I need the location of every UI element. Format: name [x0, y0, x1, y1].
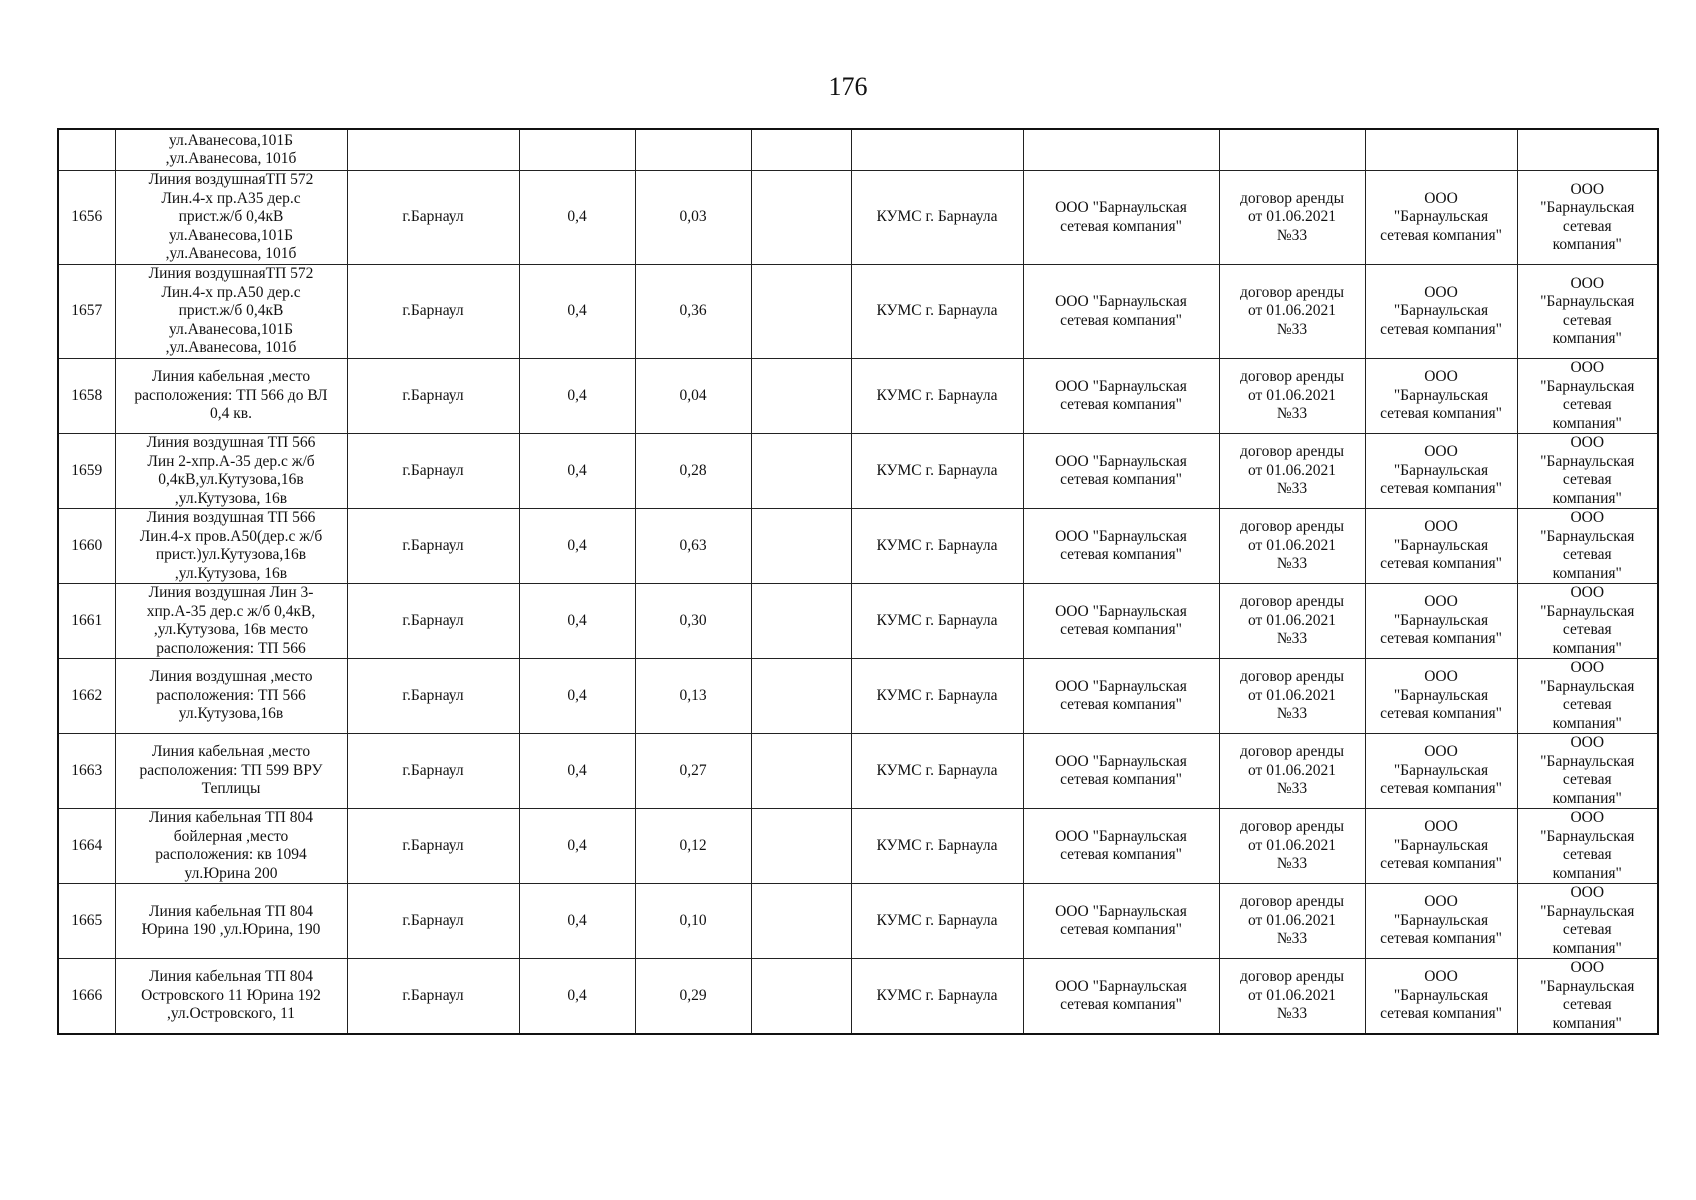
cell-description — [115, 509, 347, 584]
cell-holder-text: ООО "Барнаульская сетевая компания" — [1055, 902, 1187, 938]
cell-length — [635, 734, 751, 809]
cell-owner-text: КУМС г. Барнаула — [876, 302, 998, 320]
cell-basis — [1219, 659, 1365, 734]
cell-description — [115, 959, 347, 1035]
cell-owner — [851, 584, 1023, 659]
cell-holder-text: ООО "Барнаульская сетевая компания" — [1055, 602, 1187, 638]
cell-holder-text: ООО "Барнаульская сетевая компания" — [1055, 452, 1187, 488]
cell-holder-text: ООО "Барнаульская сетевая компания" — [1055, 827, 1187, 863]
cell-holder-text: ООО "Барнаульская сетевая компания" — [1055, 377, 1187, 413]
cell-operator — [1365, 265, 1517, 359]
cell-location-text: г.Барнаул — [402, 836, 464, 854]
cell-extra — [751, 434, 851, 509]
cell-length-text: 0,27 — [679, 761, 707, 779]
cell-operator-text: ООО "Барнаульская сетевая компания" — [1380, 743, 1502, 798]
continuation-row — [58, 129, 1658, 171]
cell-description — [115, 171, 347, 265]
cell-location — [347, 359, 519, 434]
cell-basis — [1219, 809, 1365, 884]
cell-num-text: 1662 — [71, 686, 103, 704]
cell-location — [347, 584, 519, 659]
cell-user-text: ООО "Барнаульская сетевая компания" — [1540, 274, 1635, 347]
cell-user — [1517, 884, 1658, 959]
cell-num-text: 1660 — [71, 536, 103, 554]
cell-length-text: 0,10 — [679, 911, 707, 929]
cell-operator — [1365, 734, 1517, 809]
cell-num — [58, 734, 115, 809]
cell-extra — [751, 129, 851, 171]
cell-owner — [851, 434, 1023, 509]
cell-operator — [1365, 809, 1517, 884]
cell-length-text: 0,30 — [679, 611, 707, 629]
cell-description — [115, 584, 347, 659]
cell-num-text: 1665 — [71, 911, 103, 929]
table-row — [58, 959, 1658, 1035]
cell-owner — [851, 659, 1023, 734]
cell-operator — [1365, 659, 1517, 734]
cell-holder-text: ООО "Барнаульская сетевая компания" — [1055, 977, 1187, 1013]
cell-holder — [1023, 509, 1219, 584]
cell-num — [58, 584, 115, 659]
cell-description — [115, 884, 347, 959]
cell-operator-text: ООО "Барнаульская сетевая компания" — [1380, 443, 1502, 498]
cell-voltage-text: 0,4 — [567, 386, 587, 404]
cell-voltage — [519, 129, 635, 171]
cell-basis — [1219, 509, 1365, 584]
cell-voltage — [519, 884, 635, 959]
cell-holder-text: ООО "Барнаульская сетевая компания" — [1055, 199, 1187, 235]
cell-owner-text: КУМС г. Барнаула — [876, 461, 998, 479]
cell-length — [635, 809, 751, 884]
cell-description — [115, 809, 347, 884]
cell-voltage — [519, 959, 635, 1035]
table-row — [58, 659, 1658, 734]
cell-basis-text: договор аренды от 01.06.2021 №33 — [1239, 443, 1345, 498]
cell-basis-text: договор аренды от 01.06.2021 №33 — [1239, 189, 1345, 244]
cell-num-text: 1657 — [71, 302, 103, 320]
cell-location-text: г.Барнаул — [402, 986, 464, 1004]
cell-owner — [851, 359, 1023, 434]
cell-owner — [851, 265, 1023, 359]
cell-num — [58, 509, 115, 584]
cell-operator-text: ООО "Барнаульская сетевая компания" — [1380, 593, 1502, 648]
cell-basis-text: договор аренды от 01.06.2021 №33 — [1239, 518, 1345, 573]
cell-length — [635, 509, 751, 584]
cell-user-text: ООО "Барнаульская сетевая компания" — [1540, 734, 1635, 807]
cell-operator-text: ООО "Барнаульская сетевая компания" — [1380, 668, 1502, 723]
cell-operator — [1365, 129, 1517, 171]
cell-owner-text: КУМС г. Барнаула — [876, 836, 998, 854]
cell-operator-text: ООО "Барнаульская сетевая компания" — [1380, 283, 1502, 338]
cell-holder — [1023, 584, 1219, 659]
cell-voltage-text: 0,4 — [567, 611, 587, 629]
cell-extra — [751, 584, 851, 659]
cell-num-text: 1664 — [71, 836, 103, 854]
cell-operator-text: ООО "Барнаульская сетевая компания" — [1380, 518, 1502, 573]
cell-voltage-text: 0,4 — [567, 911, 587, 929]
cell-num — [58, 171, 115, 265]
table-row — [58, 434, 1658, 509]
cell-description-text: Линия воздушная Лин 3- хпр.А-35 дер.с ж/б 0,4кВ, ,ул.Кутузова, 16в место расположения: ТП 566 — [146, 584, 316, 657]
cell-location — [347, 129, 519, 171]
cell-description-text: Линия воздушнаяТП 572 Лин.4-х пр.А35 дер.с прист.ж/б 0,4кВ ул.Аванесова,101Б ,ул.Аванесова, 101б — [148, 171, 314, 263]
cell-length — [635, 584, 751, 659]
cell-description: ул.Аванесова,101Б ,ул.Аванесова, 101б — [115, 129, 347, 171]
cell-owner — [851, 509, 1023, 584]
cell-user — [1517, 434, 1658, 509]
cell-length — [635, 659, 751, 734]
cell-owner-text: КУМС г. Барнаула — [876, 208, 998, 226]
cell-operator — [1365, 171, 1517, 265]
cell-num-text: 1663 — [71, 761, 103, 779]
cell-num — [58, 809, 115, 884]
cell-basis-text: договор аренды от 01.06.2021 №33 — [1239, 818, 1345, 873]
cell-location-text: г.Барнаул — [402, 536, 464, 554]
cell-operator — [1365, 509, 1517, 584]
cell-num — [58, 434, 115, 509]
cell-description — [115, 434, 347, 509]
cell-user — [1517, 959, 1658, 1035]
cell-num — [58, 884, 115, 959]
cell-description — [115, 734, 347, 809]
cell-basis — [1219, 359, 1365, 434]
cell-operator-text: ООО "Барнаульская сетевая компания" — [1380, 893, 1502, 948]
cell-basis-text: договор аренды от 01.06.2021 №33 — [1239, 368, 1345, 423]
cell-user — [1517, 584, 1658, 659]
cell-location-text: г.Барнаул — [402, 386, 464, 404]
cell-extra — [751, 359, 851, 434]
cell-basis — [1219, 129, 1365, 171]
cell-holder — [1023, 884, 1219, 959]
cell-location — [347, 659, 519, 734]
cell-basis — [1219, 434, 1365, 509]
cell-operator — [1365, 434, 1517, 509]
cell-location — [347, 171, 519, 265]
cell-owner-text: КУМС г. Барнаула — [876, 911, 998, 929]
cell-num — [58, 959, 115, 1035]
cell-location — [347, 884, 519, 959]
cell-voltage-text: 0,4 — [567, 536, 587, 554]
cell-description-text: Линия воздушная ,место расположения: ТП 566 ул.Кутузова,16в — [149, 668, 313, 723]
cell-location-text: г.Барнаул — [402, 761, 464, 779]
cell-description-text: Линия воздушнаяТП 572 Лин.4-х пр.А50 дер.с прист.ж/б 0,4кВ ул.Аванесова,101Б ,ул.Аванесова, 101б — [148, 265, 314, 357]
cell-voltage — [519, 509, 635, 584]
cell-extra — [751, 659, 851, 734]
cell-description-text: Линия кабельная ,место расположения: ТП 599 ВРУ Теплицы — [139, 743, 323, 798]
cell-extra — [751, 959, 851, 1035]
cell-basis — [1219, 265, 1365, 359]
table-row — [58, 809, 1658, 884]
cell-holder — [1023, 809, 1219, 884]
cell-location — [347, 509, 519, 584]
cell-holder-text: ООО "Барнаульская сетевая компания" — [1055, 527, 1187, 563]
cell-location — [347, 734, 519, 809]
cell-holder-text: ООО "Барнаульская сетевая компания" — [1055, 677, 1187, 713]
cell-length-text: 0,28 — [679, 461, 707, 479]
cell-user-text: ООО "Барнаульская сетевая компания" — [1540, 959, 1635, 1032]
cell-voltage-text: 0,4 — [567, 761, 587, 779]
cell-location — [347, 434, 519, 509]
cell-length — [635, 171, 751, 265]
cell-owner — [851, 959, 1023, 1035]
cell-voltage — [519, 659, 635, 734]
cell-operator-text: ООО "Барнаульская сетевая компания" — [1380, 818, 1502, 873]
cell-voltage-text: 0,4 — [567, 461, 587, 479]
cell-holder-text: ООО "Барнаульская сетевая компания" — [1055, 752, 1187, 788]
cell-holder — [1023, 171, 1219, 265]
cell-user-text: ООО "Барнаульская сетевая компания" — [1540, 180, 1635, 253]
cell-basis — [1219, 584, 1365, 659]
cell-user-text: ООО "Барнаульская сетевая компания" — [1540, 434, 1635, 507]
cell-description-text: Линия кабельная ТП 804 Островского 11 Юрина 192 ,ул.Островского, 11 — [141, 968, 321, 1023]
table-row — [58, 884, 1658, 959]
cell-user-text: ООО "Барнаульская сетевая компания" — [1540, 659, 1635, 732]
cell-num — [58, 129, 115, 171]
cell-holder-text: ООО "Барнаульская сетевая компания" — [1055, 293, 1187, 329]
cell-operator-text: ООО "Барнаульская сетевая компания" — [1380, 968, 1502, 1023]
cell-basis-text: договор аренды от 01.06.2021 №33 — [1239, 283, 1345, 338]
cell-owner-text: КУМС г. Барнаула — [876, 536, 998, 554]
cell-user — [1517, 809, 1658, 884]
table-row — [58, 734, 1658, 809]
cell-holder — [1023, 359, 1219, 434]
cell-location — [347, 809, 519, 884]
cell-user-text: ООО "Барнаульская сетевая компания" — [1540, 809, 1635, 882]
cell-extra — [751, 509, 851, 584]
cell-length-text: 0,04 — [679, 386, 707, 404]
cell-location-text: г.Барнаул — [402, 208, 464, 226]
cell-voltage — [519, 265, 635, 359]
cell-length — [635, 959, 751, 1035]
cell-basis-text: договор аренды от 01.06.2021 №33 — [1239, 593, 1345, 648]
cell-description — [115, 659, 347, 734]
table-row — [58, 509, 1658, 584]
cell-description-text: Линия воздушная ТП 566 Лин.4-х пров.А50(дер.с ж/б прист.)ул.Кутузова,16в ,ул.Кутузова, 16в — [139, 509, 323, 582]
cell-operator — [1365, 884, 1517, 959]
cell-holder — [1023, 659, 1219, 734]
cell-basis — [1219, 959, 1365, 1035]
cell-voltage-text: 0,4 — [567, 686, 587, 704]
cell-basis — [1219, 734, 1365, 809]
cell-owner-text: КУМС г. Барнаула — [876, 986, 998, 1004]
table-row — [58, 171, 1658, 265]
cell-basis — [1219, 171, 1365, 265]
cell-voltage — [519, 584, 635, 659]
cell-extra — [751, 265, 851, 359]
cell-location-text: г.Барнаул — [402, 611, 464, 629]
cell-location-text: г.Барнаул — [402, 302, 464, 320]
cell-basis-text: договор аренды от 01.06.2021 №33 — [1239, 668, 1345, 723]
cell-voltage — [519, 434, 635, 509]
cell-owner — [851, 129, 1023, 171]
cell-voltage-text: 0,4 — [567, 986, 587, 1004]
cell-basis-text: договор аренды от 01.06.2021 №33 — [1239, 743, 1345, 798]
cell-num — [58, 265, 115, 359]
cell-description — [115, 359, 347, 434]
cell-extra — [751, 809, 851, 884]
cell-length — [635, 359, 751, 434]
cell-user-text: ООО "Барнаульская сетевая компания" — [1540, 884, 1635, 957]
cell-owner — [851, 884, 1023, 959]
cell-owner-text: КУМС г. Барнаула — [876, 611, 998, 629]
cell-user — [1517, 659, 1658, 734]
page-number: 176 — [828, 72, 868, 101]
cell-user — [1517, 359, 1658, 434]
cell-length — [635, 265, 751, 359]
cell-length-text: 0,63 — [679, 536, 707, 554]
cell-num-text: 1661 — [71, 611, 103, 629]
table-row — [58, 359, 1658, 434]
cell-location-text: г.Барнаул — [402, 686, 464, 704]
cell-description — [115, 265, 347, 359]
cell-description-text: Линия кабельная ТП 804 бойлерная ,место расположения: кв 1094 ул.Юрина 200 — [149, 809, 313, 882]
cell-user — [1517, 265, 1658, 359]
cell-owner — [851, 171, 1023, 265]
cell-owner — [851, 734, 1023, 809]
cell-voltage — [519, 809, 635, 884]
cell-location — [347, 959, 519, 1035]
cell-num-text: 1656 — [71, 208, 103, 226]
cell-holder — [1023, 959, 1219, 1035]
cell-num — [58, 659, 115, 734]
cell-extra — [751, 884, 851, 959]
cell-voltage-text: 0,4 — [567, 302, 587, 320]
cell-operator — [1365, 584, 1517, 659]
cell-owner-text: КУМС г. Барнаула — [876, 386, 998, 404]
cell-voltage-text: 0,4 — [567, 208, 587, 226]
cell-length-text: 0,29 — [679, 986, 707, 1004]
cell-voltage — [519, 359, 635, 434]
cell-length — [635, 434, 751, 509]
cell-holder — [1023, 129, 1219, 171]
cell-length-text: 0,13 — [679, 686, 707, 704]
cell-location — [347, 265, 519, 359]
cell-basis-text: договор аренды от 01.06.2021 №33 — [1239, 893, 1345, 948]
cell-basis-text: договор аренды от 01.06.2021 №33 — [1239, 968, 1345, 1023]
cell-length — [635, 884, 751, 959]
registry-table — [57, 128, 1659, 1035]
cell-holder — [1023, 734, 1219, 809]
cell-user — [1517, 509, 1658, 584]
cell-extra — [751, 171, 851, 265]
cell-location-text: г.Барнаул — [402, 911, 464, 929]
cell-num-text: 1658 — [71, 386, 103, 404]
cell-extra — [751, 734, 851, 809]
cell-voltage-text: 0,4 — [567, 836, 587, 854]
cell-operator — [1365, 959, 1517, 1035]
registry-body — [58, 129, 1658, 1034]
cell-num-text: 1659 — [71, 461, 103, 479]
cell-length — [635, 129, 751, 171]
cell-description-text: Линия воздушная ТП 566 Лин 2-хпр.А-35 дер.с ж/б 0,4кВ,ул.Кутузова,16в ,ул.Кутузова, 16в — [146, 434, 316, 507]
cell-voltage — [519, 171, 635, 265]
table-row — [58, 584, 1658, 659]
cell-owner — [851, 809, 1023, 884]
cell-user — [1517, 129, 1658, 171]
cell-owner-text: КУМС г. Барнаула — [876, 761, 998, 779]
cell-user-text: ООО "Барнаульская сетевая компания" — [1540, 509, 1635, 582]
cell-owner-text: КУМС г. Барнаула — [876, 686, 998, 704]
cell-user — [1517, 171, 1658, 265]
cell-holder — [1023, 434, 1219, 509]
cell-length-text: 0,12 — [679, 836, 707, 854]
cell-operator-text: ООО "Барнаульская сетевая компания" — [1380, 368, 1502, 423]
cell-user-text: ООО "Барнаульская сетевая компания" — [1540, 359, 1635, 432]
cell-operator — [1365, 359, 1517, 434]
cell-num-text: 1666 — [71, 986, 103, 1004]
cell-length-text: 0,36 — [679, 302, 707, 320]
cell-location-text: г.Барнаул — [402, 461, 464, 479]
cell-num — [58, 359, 115, 434]
cell-operator-text: ООО "Барнаульская сетевая компания" — [1380, 189, 1502, 244]
cell-user-text: ООО "Барнаульская сетевая компания" — [1540, 584, 1635, 657]
table-row — [58, 265, 1658, 359]
cell-voltage — [519, 734, 635, 809]
cell-description-text: Линия кабельная ТП 804 Юрина 190 ,ул.Юрина, 190 — [141, 902, 321, 938]
cell-description-text: Линия кабельная ,место расположения: ТП 566 до ВЛ 0,4 кв. — [134, 368, 328, 423]
cell-basis — [1219, 884, 1365, 959]
cell-holder — [1023, 265, 1219, 359]
cell-user — [1517, 734, 1658, 809]
cell-length-text: 0,03 — [679, 208, 707, 226]
